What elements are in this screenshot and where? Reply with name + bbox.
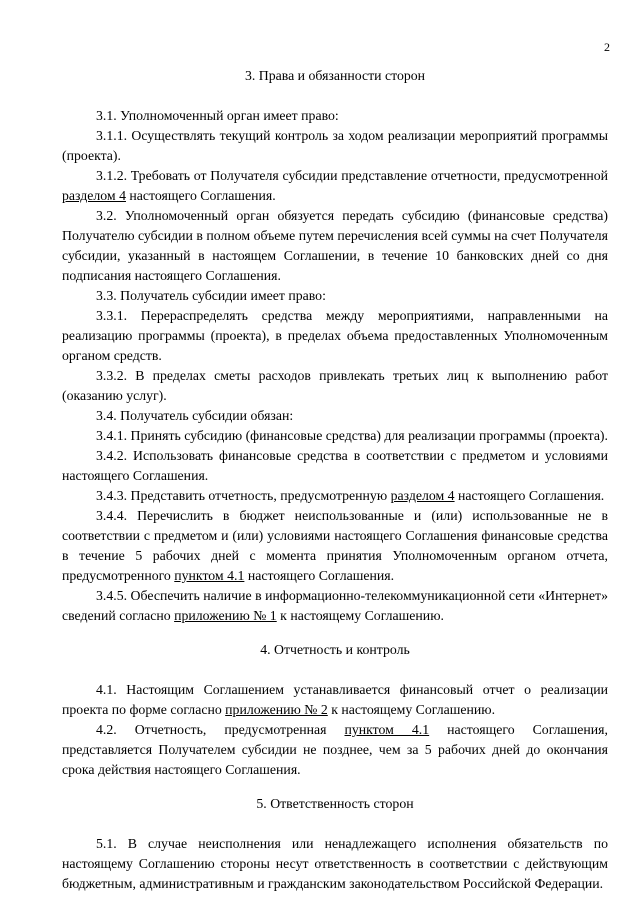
clause-4-1-link[interactable]: пунктом 4.1 (174, 568, 245, 583)
paragraph-3-4: 3.4. Получатель субсидии обязан: (96, 408, 294, 423)
section-4-link[interactable]: разделом 4 (62, 188, 126, 203)
paragraph-text: 4.1. Настоящим Соглашением устанавливается финансовый отчет о реализации проекта по форме согласно (62, 682, 608, 717)
paragraph-3-1: 3.1. Уполномоченный орган имеет право: (96, 108, 339, 123)
paragraph-text: 3.4.4. Перечислить в бюджет неиспользованные и (или) использованные не в соответствии с предметом и (или) условиями настоящего Соглашения финансовые средства в течение 5 рабочих дней с момента принятия Уполномоченным органом отчета, предусмотренного (62, 508, 608, 583)
paragraph-4-2 (62, 720, 608, 780)
section-heading-3: 3. Права и обязанности сторон (244, 68, 426, 83)
paragraph-5-1: 5.1. В случае неисполнения или ненадлежащего исполнения обязательств по настоящему Соглашению стороны несут ответственность в соответствии с действующим бюджетным, административным и гражданским законодательством Российской Федерации. (62, 836, 608, 891)
paragraph-text: настоящего Соглашения, представляется Получателем субсидии не позднее, чем за 5 рабочих дней до окончания срока действия настоящего Соглашения. (62, 722, 608, 777)
page-number: 2 (604, 40, 610, 54)
clause-4-1-link[interactable]: пунктом 4.1 (344, 722, 430, 737)
paragraph-3-3-1: 3.3.1. Перераспределять средства между мероприятиями, направленными на реализацию программы (проекта), в пределах объема предоставленных Уполномоченным органом средств. (62, 308, 608, 363)
paragraph-3-1-1: 3.1.1. Осуществлять текущий контроль за ходом реализации мероприятий программы (проекта). (62, 128, 608, 163)
paragraph-text: 3.1.2. Требовать от Получателя субсидии представление отчетности, предусмотренной (96, 168, 608, 183)
paragraph-3-2: 3.2. Уполномоченный орган обязуется передать субсидию (финансовые средства) Получателю субсидии в полном объеме путем перечисления всей суммы на счет Получателя субсидии, указанный в настоящем Соглашении, в течение 10 банковских дней со дня подписания настоящего Соглашения. (62, 208, 608, 283)
paragraph-text: 4.2. Отчетность, предусмотренная (96, 722, 345, 737)
paragraph-text: к настоящему Соглашению. (276, 608, 444, 623)
paragraph-text: настоящего Соглашения. (125, 188, 276, 203)
paragraph-3-1-2 (62, 166, 608, 206)
paragraph-text: 3.4.3. Представить отчетность, предусмотренную (96, 488, 391, 503)
paragraph-3-4-2: 3.4.2. Использовать финансовые средства в соответствии с предметом и условиями настоящего Соглашения. (62, 448, 608, 483)
paragraph-3-4-5 (62, 586, 608, 626)
paragraph-3-3: 3.3. Получатель субсидии имеет право: (96, 288, 326, 303)
paragraph-text: 3.4.5. Обеспечить наличие в информационно-телекоммуникационной сети «Интернет» сведений согласно (62, 588, 608, 623)
section-heading-4: 4. Отчетность и контроль (260, 642, 410, 657)
appendix-1-link[interactable]: приложению № 1 (174, 608, 277, 623)
paragraph-3-3-2: 3.3.2. В пределах сметы расходов привлекать третьих лиц к выполнению работ (оказанию услуг). (62, 368, 608, 403)
document-body (62, 66, 608, 894)
paragraph-text: к настоящему Соглашению. (327, 702, 496, 717)
paragraph-4-1 (62, 680, 608, 720)
paragraph-3-4-1: 3.4.1. Принять субсидию (финансовые средства) для реализации программы (проекта). (96, 428, 608, 443)
section-heading-5: 5. Ответственность сторон (256, 796, 414, 811)
paragraph-text: настоящего Соглашения. (454, 488, 605, 503)
paragraph-text: настоящего Соглашения. (244, 568, 395, 583)
paragraph-3-4-3 (62, 486, 608, 506)
paragraph-3-4-4 (62, 506, 608, 586)
section-4-link[interactable]: разделом 4 (390, 488, 455, 503)
appendix-2-link[interactable]: приложению № 2 (225, 702, 328, 717)
